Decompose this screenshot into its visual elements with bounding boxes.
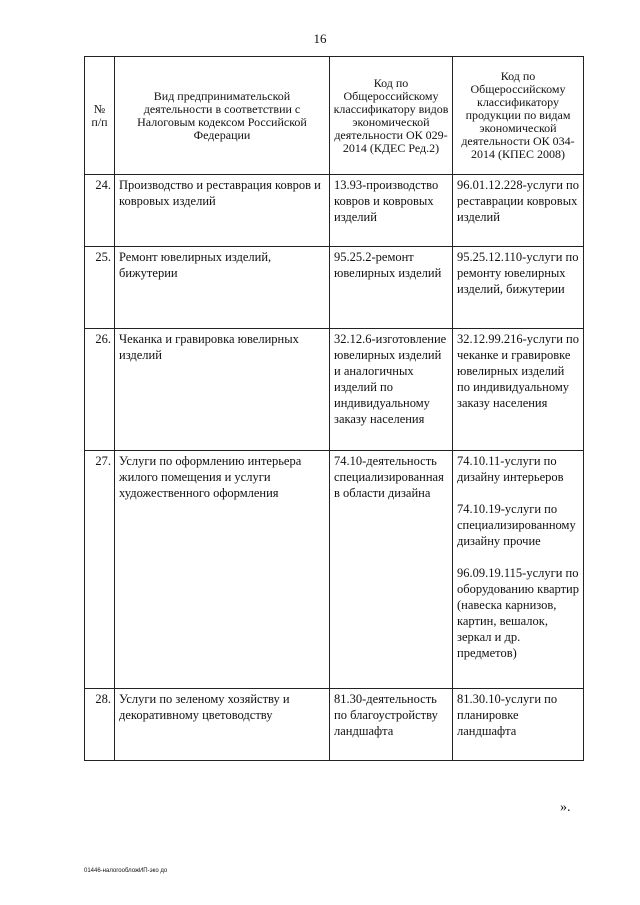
okpd-code: 96.01.12.228-услуги по реставрации ковровых изделий [457,178,579,224]
row-okved: 32.12.6-изготовление ювелирных изделий и аналогичных изделий по индивидуальному заказу населения [330,329,453,451]
table-row [85,247,584,329]
row-okpd [453,451,584,689]
row-okved: 74.10-деятельность специализированная в области дизайна [330,451,453,689]
okpd-code: 32.12.99.216-услуги по чеканке и гравировке ювелирных изделий по индивидуальному заказу населения [457,332,579,410]
okpd-code: 81.30.10-услуги по планировке ландшафта [457,692,558,738]
row-okved: 13.93-производство ковров и ковровых изделий [330,175,453,247]
table-header-row [85,57,584,175]
row-okpd [453,689,584,761]
row-number: 25. [85,247,115,329]
header-number: № п/п [85,57,115,175]
row-okpd [453,247,584,329]
okpd-code: 96.09.19.115-услуги по оборудованию квартир (навеска карнизов, картин, вешалок, зеркал и др. предметов) [457,566,579,660]
row-okved: 95.25.2-ремонт ювелирных изделий [330,247,453,329]
row-number: 26. [85,329,115,451]
row-activity: Чеканка и гравировка ювелирных изделий [115,329,330,451]
header-okved: Код по Общероссийскому классификатору видов экономической деятельности ОК 029-2014 (КДЕС Ред.2) [330,57,453,175]
row-okved: 81.30-деятельность по благоустройству ландшафта [330,689,453,761]
header-okpd: Код по Общероссийскому классификатору продукции по видам экономической деятельности ОК 034-2014 (КПЕС 2008) [453,57,584,175]
row-okpd [453,175,584,247]
footer-file-id: 01446-налогообложИП-эко до [84,868,168,874]
row-activity: Ремонт ювелирных изделий, бижутерии [115,247,330,329]
table-row [85,329,584,451]
row-activity: Услуги по зеленому хозяйству и декоративному цветоводству [115,689,330,761]
activity-table [84,56,584,761]
row-number: 24. [85,175,115,247]
row-number: 28. [85,689,115,761]
okpd-code: 95.25.12.110-услуги по ремонту ювелирных изделий, бижутерии [457,250,579,296]
okpd-code: 74.10.19-услуги по специализированному дизайну прочие [457,502,576,548]
table-row [85,175,584,247]
table-row [85,451,584,689]
table-row [85,689,584,761]
row-activity: Производство и реставрация ковров и ковровых изделий [115,175,330,247]
header-activity: Вид предпринимательской деятельности в соответствии с Налоговым кодексом Российской Федерации [115,57,330,175]
page-number: 16 [313,31,327,46]
okpd-code: 74.10.11-услуги по дизайну интерьеров [457,454,564,484]
closing-quote-mark: ». [560,800,571,815]
row-activity: Услуги по оформлению интерьера жилого помещения и услуги художественного оформления [115,451,330,689]
row-okpd [453,329,584,451]
row-number: 27. [85,451,115,689]
